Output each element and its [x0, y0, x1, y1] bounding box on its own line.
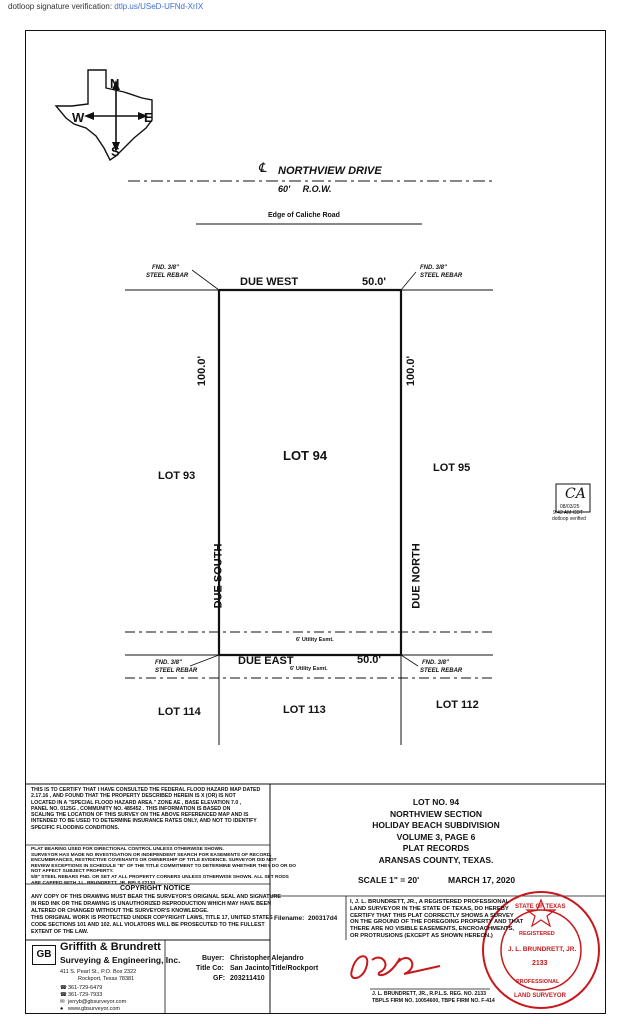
rebar-fnd-se: FND. 3/8"	[422, 660, 449, 666]
plat-subdivision: HOLIDAY BEACH SUBDIVISION	[372, 820, 500, 830]
rebar-fnd-sw: FND. 3/8"	[155, 660, 182, 666]
seal-number-text: 2133	[532, 960, 548, 967]
note-line: SURVEYOR HAS MADE NO INVESTIGATION OR INDEPENDENT SEARCH FOR EASEMENTS OF RECORD,	[31, 852, 272, 858]
flood-line: SPECIFIC FLOODING CONDITIONS.	[31, 824, 120, 831]
cert-line: I, J. L. BRUNDRETT, JR., A REGISTERED PROFESSIONAL	[350, 899, 510, 905]
seal-registered-text: REGISTERED	[519, 931, 555, 937]
flood-certification	[31, 787, 260, 831]
plat-section: NORTHVIEW SECTION	[389, 808, 483, 819]
plat-volume: VOLUME 3, PAGE 6	[396, 831, 476, 842]
plat-county: ARANSAS COUNTY, TEXAS.	[378, 854, 494, 865]
cert-line: LAND SURVEYOR IN THE STATE OF TEXAS, DO HEREBY	[350, 905, 509, 912]
dotloop-initials[interactable]: CA	[565, 486, 586, 502]
west-bearing: DUE SOUTH	[212, 543, 225, 609]
lot-113-label: LOT 113	[283, 704, 326, 716]
cert-line: CERTIFY THAT THIS PLAT CORRECTLY SHOWS A SURVEY	[350, 912, 514, 919]
rebar-type-sw: STEEL REBAR	[155, 668, 198, 674]
surveyor-firm-line: TBPLS FIRM NO. 10054600, TBPE FIRM NO. F-414	[372, 998, 495, 1004]
flood-line: 2.17.16 , AND FOUND THAT THE PROPERTY DESCRIBED HEREIN IS X (OR) IS NOT	[31, 793, 236, 800]
rebar-fnd-ne: FND. 3/8"	[420, 265, 447, 271]
plat-lot: LOT NO. 94	[412, 797, 460, 807]
company-web[interactable]: www.gbsurveyor.com	[68, 1006, 120, 1012]
filename-label: Filename:	[274, 915, 305, 922]
fax-icon: ☎	[60, 992, 67, 998]
south-distance: 50.0'	[357, 654, 382, 666]
copyright-line: IN RED INK OR THE DRAWING IS UNAUTHORIZED REPRODUCTION WHICH MAY HAVE BEEN	[31, 901, 272, 907]
rebar-fnd-nw: FND. 3/8"	[152, 265, 179, 271]
rebar-type-se: STEEL REBAR	[420, 668, 463, 674]
verify-label: dotloop signature verification:	[8, 2, 113, 11]
lot-114-label: LOT 114	[158, 706, 201, 718]
cert-line: ON THE GROUND OF THE FOREGOING PROPERTY AND THAT	[350, 919, 524, 926]
verify-link[interactable]: dtlp.us/USeD-UFNd-XrIX	[114, 2, 204, 11]
copyright-line: CODE SECTIONS 101 AND 102. ALL VIOLATORS WILL BE PROSECUTED TO THE FULLEST	[31, 922, 265, 928]
company-address1: 411 S. Pearl St., P.O. Box 2322	[60, 969, 137, 975]
rebar-leader-ne	[401, 272, 416, 290]
caliche-label: Edge of Caliche Road	[268, 212, 340, 219]
south-bearing: DUE EAST	[238, 655, 294, 667]
note-line: NOT AFFECT SUBJECT PROPERTY.	[31, 869, 114, 875]
compass-n-label: N	[110, 76, 120, 91]
east-bearing: DUE NORTH	[410, 543, 423, 609]
note-line: PLAT BEARING USED FOR DIRECTIONAL CONTROL UNLESS OTHERWISE SHOWN.	[31, 847, 224, 852]
company-fax: 361-729-7933	[68, 992, 103, 998]
rebar-type-ne: STEEL REBAR	[420, 273, 463, 279]
filename-value: 200317d4	[308, 915, 338, 922]
survey-notes	[31, 847, 296, 886]
dotloop-time: 9:42 AM CDT	[553, 510, 584, 516]
lot-95-label: LOT 95	[433, 462, 471, 474]
flood-line: SCALING THE LOCATION OF THIS SURVEY ON THE ABOVE REFERENCED MAP AND IS	[31, 812, 249, 819]
flood-line: PANEL NO. 0125G , COMMUNITY NO. 485452 . THIS INFORMATION IS BASED ON	[31, 805, 231, 812]
north-bearing: DUE WEST	[240, 276, 299, 288]
surveyor-signature-icon	[351, 956, 440, 978]
road-name: NORTHVIEW DRIVE	[278, 165, 382, 177]
plat-records: PLAT RECORDS	[402, 843, 470, 853]
road-row: 60' R.O.W.	[278, 184, 332, 194]
copyright-line: ANY COPY OF THIS DRAWING MUST BEAR THE SURVEYOR'S ORIGINAL SEAL AND SIGNATURE	[31, 894, 281, 900]
flood-line: INTENDED TO BE USED TO DETERMINE INSURANCE RATES ONLY, AND NOT TO IDENTIFY	[31, 818, 257, 825]
lot-94-label: LOT 94	[283, 448, 328, 463]
email-icon: ✉	[60, 999, 65, 1005]
note-line: ARE CAPPED WITH J.L. BRUNDRETT, JR. RPLS #2133	[31, 880, 156, 886]
gf-label: GF:	[213, 975, 226, 982]
plat-info	[336, 797, 536, 866]
copyright-line: ALTERED OR CHANGED WITHOUT THE SURVEYOR'S KNOWLEDGE.	[31, 908, 209, 914]
company-name: Griffith & Brundrett	[60, 941, 161, 953]
centerline-symbol: ℄	[258, 160, 267, 175]
note-line: REVIEW EXCEPTIONS IN SCHEDULE "B" OF THE TITLE COMMITMENT TO DETERMINE WHETHER THEY DO OR DO	[31, 863, 297, 869]
compass-e-label: E	[144, 110, 153, 125]
copyright-line: THIS ORIGINAL WORK IS PROTECTED UNDER COPYRIGHT LAWS, TITLE 17, UNITED STATES	[31, 915, 273, 921]
flood-line: THIS IS TO CERTIFY THAT I HAVE CONSULTED THE FEDERAL FLOOD HAZARD MAP DATED	[31, 787, 261, 793]
company-phone: 361-729-6479	[68, 985, 103, 991]
title-co-name: San Jacinto Title/Rockport	[230, 965, 319, 972]
rebar-type-nw: STEEL REBAR	[146, 273, 189, 279]
rebar-leader-nw	[192, 270, 219, 290]
utility-easement-lower: 6' Utility Esmt.	[290, 666, 328, 672]
company-subname: Surveying & Engineering, Inc.	[60, 955, 181, 965]
copyright-notice	[31, 894, 281, 936]
title-co-label: Title Co:	[196, 965, 224, 972]
lot-112-label: LOT 112	[436, 699, 479, 711]
copyright-title: COPYRIGHT NOTICE	[120, 885, 191, 892]
web-icon: ●	[60, 1006, 64, 1012]
copyright-line: EXTENT OF THE LAW.	[31, 929, 89, 935]
flood-line: LOCATED IN A "SPECIAL FLOOD HAZARD AREA." ZONE AE , BASE ELEVATION 7.0 ,	[31, 799, 242, 806]
company-email[interactable]: jerryb@gbsurveyor.com	[68, 999, 127, 1005]
texas-outline-icon	[56, 70, 152, 160]
plat-date: MARCH 17, 2020	[448, 875, 516, 885]
gf-number: 203211410	[230, 975, 265, 982]
east-distance: 100.0'	[405, 355, 418, 387]
company-logo-icon: GB	[32, 945, 56, 965]
seal-bottom-text: LAND SURVEYOR	[514, 993, 566, 999]
cert-line: THERE ARE NO VISIBLE EASEMENTS, ENCROACHMENTS,	[350, 926, 515, 933]
compass-west-arrowhead	[84, 112, 94, 120]
west-distance: 100.0'	[196, 355, 209, 387]
dotloop-date: 08/03/25	[560, 504, 580, 510]
company-address2: Rockport, Texas 78381	[78, 976, 135, 982]
rebar-leader-sw	[190, 655, 219, 666]
surveyor-certification	[350, 899, 523, 940]
phone-icon: ☎	[60, 985, 67, 991]
rebar-leader-se	[401, 655, 418, 666]
utility-easement-upper: 6' Utility Esmt.	[296, 637, 334, 643]
note-line: 5/8" STEEL REBARS FND. OR SET AT ALL PROPERTY CORNERS UNLESS OTHERWISE SHOWN. ALL SET RODS	[31, 874, 289, 880]
north-distance: 50.0'	[362, 276, 387, 288]
seal-professional-text: PROFESSIONAL	[516, 979, 560, 985]
buyer-label: Buyer:	[202, 955, 225, 962]
note-line: ENCUMBRANCES, RESTRICTIVE COVENANTS OR OWNERSHIP OF TITLE EVIDENCE. SURVEYOR DID NOT	[31, 858, 277, 864]
lot-93-label: LOT 93	[158, 470, 196, 482]
dotloop-status: dotloop verified	[552, 516, 586, 522]
buyer-name: Christopher Alejandro	[230, 955, 304, 962]
surveyor-name-line: J. L. BRUNDRETT, JR., R.P.L.S. REG. NO. 2133	[372, 991, 487, 997]
plat-scale: SCALE 1" = 20'	[358, 875, 420, 885]
compass-w-label: W	[72, 110, 85, 125]
cert-line: OR PROTRUSIONS (EXCEPT AS SHOWN HEREON.)	[350, 932, 493, 939]
compass-s-label: S	[111, 144, 120, 159]
seal-name-text: J. L. BRUNDRETT, JR.	[508, 946, 577, 953]
seal-top-text: STATE OF TEXAS	[515, 904, 566, 910]
